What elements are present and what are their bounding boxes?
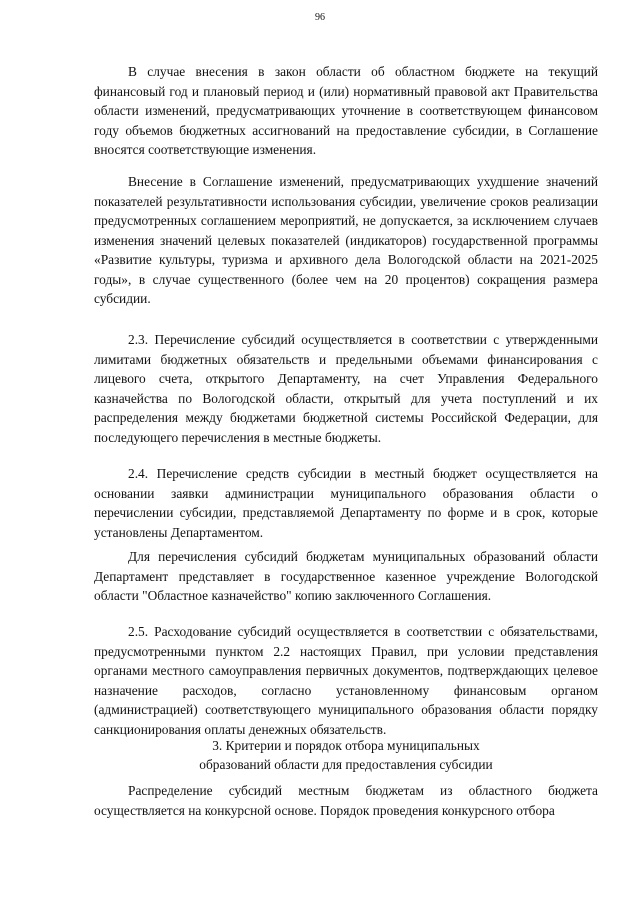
paragraph-2-4-application: 2.4. Перечисление средств субсидии в местный бюджет осуществляется на основании заявки администрации муниципального образования области о перечислении субсидии, представляемой Департаменту по форме и в срок, которые установлены Департаментом. <box>94 466 598 540</box>
section-heading-line-2: образований области для предоставления субсидии <box>199 757 493 772</box>
paragraph-budget-law-changes: В случае внесения в закон области об областном бюджете на текущий финансовый год и плановый период и (или) нормативный правовой акт Правительства области изменений, предусматривающих уточнение в соответствующем финансовом году объемов бюджетных ассигнований на предоставление субсидии, в Соглашение вносятся соответствующие изменения. <box>94 64 598 157</box>
page-number: 96 <box>315 12 325 23</box>
section-heading-line-1: 3. Критерии и порядок отбора муниципальных <box>212 738 480 753</box>
paragraph-2-3-transfer: 2.3. Перечисление субсидий осуществляется в соответствии с утвержденными лимитами бюджетных обязательств и предельными объемами финансирования с лицевого счета, открытого Департаменту, на счет Управления Федерального казначейства по Вологодской области, открытый для учета поступлений и их распределения между бюджетами бюджетной системы Российской Федерации, для последующего перечисления в местные бюджеты. <box>94 332 598 445</box>
paragraph-treasury-copy: Для перечисления субсидий бюджетам муниципальных образований области Департамент представляет в государственное казенное учреждение Вологодской области "Областное казначейство" копию заключенного Соглашения. <box>94 549 598 603</box>
paragraph-agreement-amendments: Внесение в Соглашение изменений, предусматривающих ухудшение значений показателей результативности использования субсидии, увеличение сроков реализации предусмотренных соглашением мероприятий, не допускается, за исключением случаев изменения значений целевых показателей (индикаторов) государственной программы «Развитие культуры, туризма и архивного дела Вологодской области на 2021-2025 годы», в случае существенного (более чем на 20 процентов) сокращения размера субсидии. <box>94 174 598 306</box>
section-heading <box>94 736 598 774</box>
paragraph-2-5-spending: 2.5. Расходование субсидий осуществляется в соответствии с обязательствами, предусмотренными пунктом 2.2 настоящих Правил, при условии представления органами местного самоуправления первичных документов, подтверждающих целевое назначение расходов, согласно установленному финансовым органом (администрацией) соответствующего муниципального образования области порядку санкционирования оплаты денежных обязательств. <box>94 624 598 737</box>
paragraph-distribution: Распределение субсидий местным бюджетам из областного бюджета осуществляется на конкурсной основе. Порядок проведения конкурсного отбора <box>94 783 598 818</box>
